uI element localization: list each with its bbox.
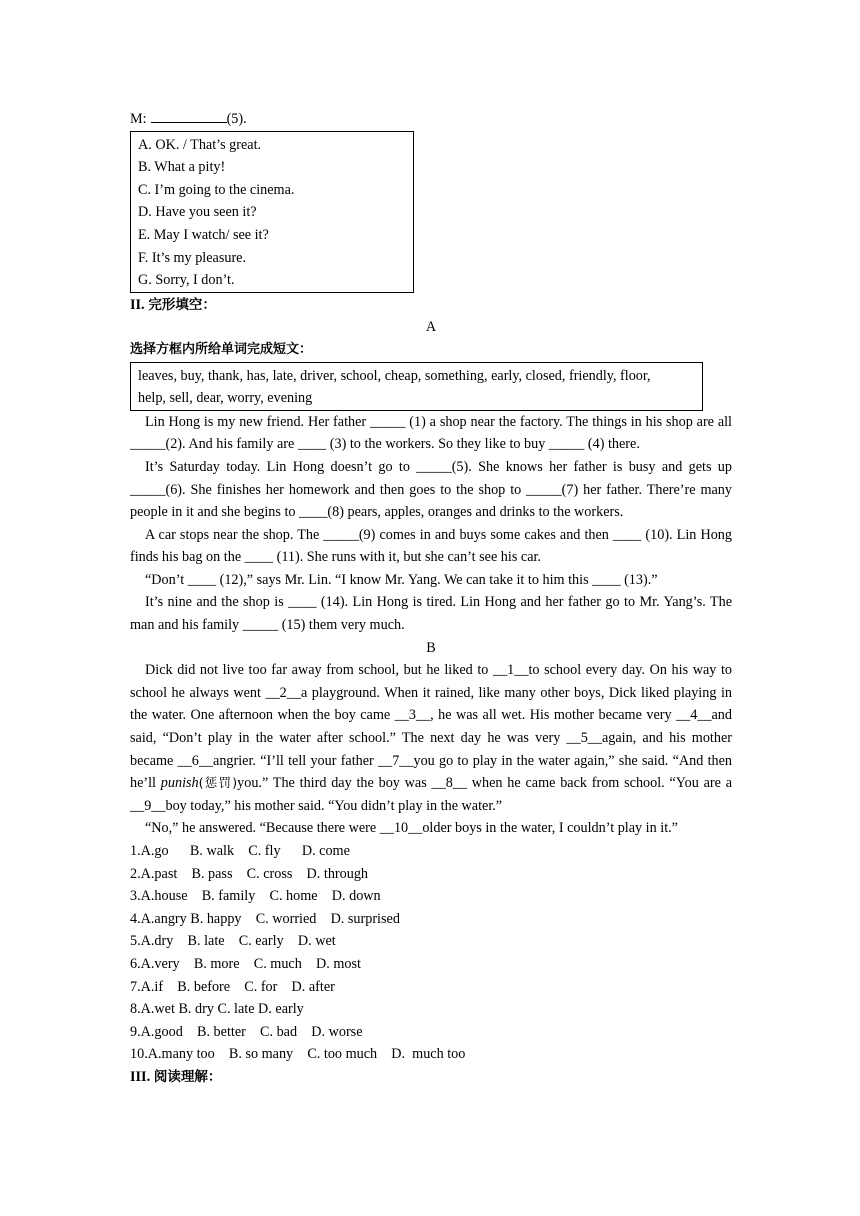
choice-line: 6.A.very B. more C. much D. most [130,955,361,972]
blank-number: (5). [226,111,247,127]
option-item: A. OK. / That’s great. [138,136,262,153]
choice-line: 1.A.go B. walk C. fly D. come [130,843,350,859]
passage-a-paragraph: Lin Hong is my new friend. Her father _____ (1) a shop near the factory. The things in his shop are all _____(2). And his family are ____ (3) to the workers. So they like to buy _____ (4) there. [130,413,732,453]
section-number: II. [130,296,145,313]
answer-blank [151,108,227,123]
section-number: III. [130,1068,151,1085]
passage-text: Dick did not live too far away from school, but he liked to __1__to school every day. On his way to school he always went __2__a playground. When it rained, like many other boys, Dick liked playing in the water. One afternoon when the boy came __3__, he was all wet. His mother became very __4__and said, “Don’t play in the water after school.” The next day he was very __5__again, and his mother became __6__angrier. “I’ll tell your father __7__you go to play in the water again,” she said. “And then he’ll [130,662,732,792]
part-a-instruction: 选择方框内所给单词完成短文： [130,341,313,357]
chinese-gloss: (惩罚) [198,775,238,791]
passage-b-paragraph: “No,” he answered. “Because there were __10__older boys in the water, I couldn’t play in it.” [145,820,678,837]
choice-line: 2.A.past B. pass C. cross D. through [130,865,369,882]
passage-a-paragraph: It’s nine and the shop is ____ (14). Lin Hong is tired. Lin Hong and her father go to Mr. Yang’s. The man and his family _____ (15) them very much. [130,594,732,634]
option-item: G. Sorry, I don’t. [138,272,235,289]
option-item: F. It’s my pleasure. [138,249,247,266]
option-item: E. May I watch/ see it? [138,226,269,243]
section-title: 完形填空： [148,296,216,312]
word-bank-line: leaves, buy, thank, has, late, driver, school, cheap, something, early, closed, friendly, floor, [138,367,651,384]
passage-a-paragraph: It’s Saturday today. Lin Hong doesn’t go to _____(5). She knows her father is busy and gets up _____(6). She finishes her homework and then goes to the shop to _____(7) her father. There’re many people in it and she begins to ____(8) pears, apples, oranges and drinks to the workers. [130,458,732,521]
section-heading-reading [130,1066,732,1089]
dialogue-options-box [130,131,414,293]
passage-b-paragraph [130,659,732,817]
passage-text: you.” The third day the boy was __8__ when he came back from school. “You are a __9__boy today,” his mother said. “You didn’t play in the water.” [130,775,732,814]
choice-line: 10.A.many too B. so many C. too much D. much too [130,1046,466,1063]
passage-a-paragraph: A car stops near the shop. The _____(9) comes in and buys some cakes and then ____ (10). Lin Hong finds his bag on the ____ (11). She runs with it, but she can’t see his car. [130,526,732,566]
option-item: D. Have you seen it? [138,204,257,221]
choice-line: 5.A.dry B. late C. early D. wet [130,933,336,950]
word-bank-box [130,362,703,411]
choice-line: 8.A.wet B. dry C. late D. early [130,1001,304,1018]
passage-italic-word: punish [160,775,199,792]
option-item: B. What a pity! [138,159,226,176]
choice-line: 7.A.if B. before C. for D. after [130,978,335,995]
speaker-label: M: [130,111,147,127]
part-b-label: B [426,639,436,656]
dialogue-line-5 [130,108,732,131]
choice-line: 3.A.house B. family C. home D. down [130,888,381,905]
section-heading-cloze [130,294,732,317]
option-item: C. I’m going to the cinema. [138,181,295,198]
choice-line: 4.A.angry B. happy C. worried D. surprised [130,910,400,927]
word-bank-line: help, sell, dear, worry, evening [138,390,313,407]
document-content [130,108,732,1089]
passage-a-paragraph: “Don’t ____ (12),” says Mr. Lin. “I know Mr. Yang. We can take it to him this ____ (13).” [145,571,658,588]
section-title: 阅读理解： [153,1068,222,1084]
part-a-label: A [425,319,437,336]
choice-line: 9.A.good B. better C. bad D. worse [130,1023,363,1040]
